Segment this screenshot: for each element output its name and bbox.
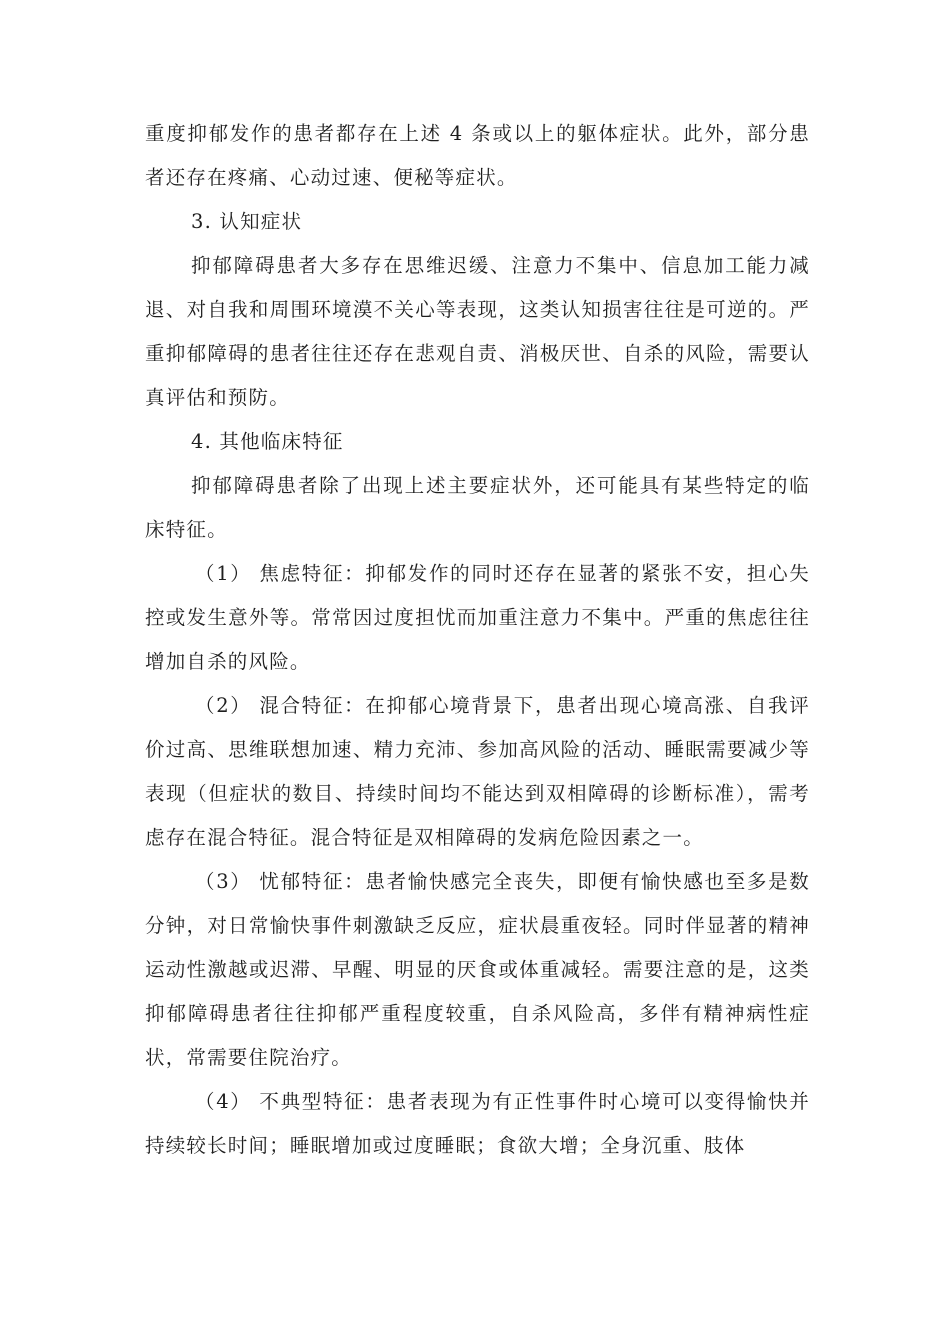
- paragraph-other-features-intro: 抑郁障碍患者除了出现上述主要症状外，还可能具有某些特定的临床特征。: [145, 474, 810, 541]
- paragraph-cognitive-symptoms: 抑郁障碍患者大多存在思维迟缓、注意力不集中、信息加工能力减退、对自我和周围环境漠不关心等表现，这类认知损害往往是可逆的。严重抑郁障碍的患者往往还存在悲观自责、消极厌世、自杀的风险，需要认真评估和预防。: [145, 254, 810, 409]
- heading-other-clinical-features: 4. 其他临床特征: [191, 430, 344, 453]
- list-item-mixed-feature: （2） 混合特征：在抑郁心境背景下，患者出现心境高涨、自我评价过高、思维联想加速、精力充沛、参加高风险的活动、睡眠需要减少等表现（但症状的数目、持续时间均不能达到双相障碍的诊断标准），需考虑存在混合特征。混合特征是双相障碍的发病危险因素之一。: [145, 694, 810, 849]
- list-item-melancholic-feature: （3） 忧郁特征：患者愉快感完全丧失，即便有愉快感也至多是数分钟，对日常愉快事件刺激缺乏反应，症状晨重夜轻。同时伴显著的精神运动性激越或迟滞、早醒、明显的厌食或体重减轻。需要注意的是，这类抑郁障碍患者往往抑郁严重程度较重，自杀风险高，多伴有精神病性症状，常需要住院治疗。: [145, 870, 810, 1069]
- heading-cognitive-symptoms: 3. 认知症状: [191, 210, 303, 233]
- document-page: [145, 112, 810, 1168]
- paragraph-somatic-continuation: 重度抑郁发作的患者都存在上述 4 条或以上的躯体症状。此外，部分患者还存在疼痛、心动过速、便秘等症状。: [145, 122, 810, 189]
- list-item-atypical-feature: （4） 不典型特征：患者表现为有正性事件时心境可以变得愉快并持续较长时间；睡眠增加或过度睡眠；食欲大增；全身沉重、肢体: [145, 1090, 810, 1157]
- list-item-anxiety-feature: （1） 焦虑特征：抑郁发作的同时还存在显著的紧张不安，担心失控或发生意外等。常常因过度担忧而加重注意力不集中。严重的焦虑往往增加自杀的风险。: [145, 562, 810, 673]
